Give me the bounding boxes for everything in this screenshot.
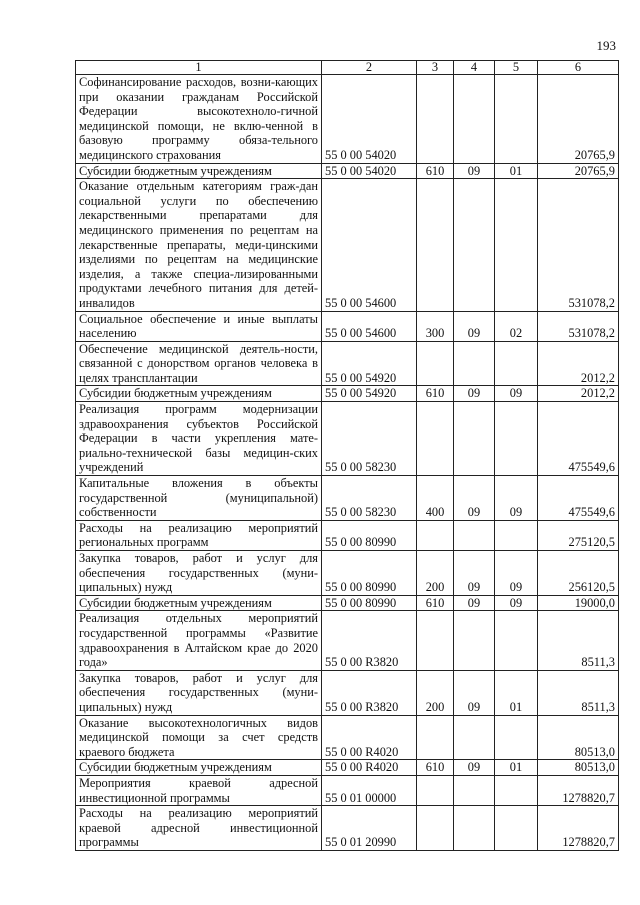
row-code: 55 0 00 80990	[322, 520, 417, 550]
table-row	[76, 520, 619, 550]
row-name: Закупка товаров, работ и услуг для обеспечения государственных (муни-ципальных) нужд	[76, 551, 322, 596]
row-code: 55 0 00 58230	[322, 476, 417, 521]
row-vr	[417, 402, 454, 476]
row-code: 55 0 00 54020	[322, 163, 417, 179]
row-pr	[495, 715, 538, 760]
row-pr: 01	[495, 670, 538, 715]
row-pr	[495, 775, 538, 805]
row-amount: 2012,2	[538, 386, 619, 402]
row-vr	[417, 775, 454, 805]
row-rz	[454, 75, 495, 164]
row-rz	[454, 520, 495, 550]
row-name: Оказание отдельным категориям граж-дан социальной услуги по обеспечению лекарственными препаратами для медицинского применения по рецептам на лекарственные препараты, меди-цинскими изделиями по рецептам на медицинские изделия, а также специа-лизированными продуктами лечебного питания для детей-инвалидов	[76, 179, 322, 311]
table-row	[76, 75, 619, 164]
row-code: 55 0 00 80990	[322, 551, 417, 596]
row-rz	[454, 341, 495, 386]
row-rz: 09	[454, 595, 495, 611]
row-vr	[417, 75, 454, 164]
row-rz: 09	[454, 476, 495, 521]
row-vr: 300	[417, 311, 454, 341]
row-amount: 19000,0	[538, 595, 619, 611]
row-code: 55 0 00 54920	[322, 386, 417, 402]
row-pr: 01	[495, 163, 538, 179]
header-col-6: 6	[538, 61, 619, 75]
row-pr	[495, 520, 538, 550]
row-rz	[454, 806, 495, 851]
row-pr	[495, 402, 538, 476]
row-rz: 09	[454, 311, 495, 341]
row-vr	[417, 341, 454, 386]
table-row	[76, 670, 619, 715]
row-name: Обеспечение медицинской деятель-ности, связанной с донорством органов человека в целях трансплантации	[76, 341, 322, 386]
budget-table	[75, 60, 619, 851]
row-pr: 09	[495, 551, 538, 596]
row-pr: 09	[495, 476, 538, 521]
row-name: Реализация отдельных мероприятий государственной программы «Развитие здравоохранения в Алтайском крае до 2020 года»	[76, 611, 322, 670]
row-name: Субсидии бюджетным учреждениям	[76, 163, 322, 179]
row-amount: 475549,6	[538, 402, 619, 476]
table-row	[76, 715, 619, 760]
row-name: Оказание высокотехнологичных видов медицинской помощи за счет средств краевого бюджета	[76, 715, 322, 760]
table-header	[76, 61, 619, 75]
row-rz: 09	[454, 163, 495, 179]
table-row	[76, 806, 619, 851]
row-code: 55 0 00 54020	[322, 75, 417, 164]
row-pr	[495, 806, 538, 851]
table-body	[76, 75, 619, 851]
row-amount: 531078,2	[538, 179, 619, 311]
row-vr: 610	[417, 595, 454, 611]
row-vr: 610	[417, 163, 454, 179]
row-amount: 531078,2	[538, 311, 619, 341]
row-pr: 02	[495, 311, 538, 341]
row-name: Субсидии бюджетным учреждениям	[76, 595, 322, 611]
row-amount: 8511,3	[538, 670, 619, 715]
row-rz	[454, 775, 495, 805]
row-amount: 80513,0	[538, 715, 619, 760]
table-row	[76, 611, 619, 670]
table-row	[76, 760, 619, 776]
row-name: Социальное обеспечение и иные выплаты населению	[76, 311, 322, 341]
row-vr: 610	[417, 386, 454, 402]
row-amount: 275120,5	[538, 520, 619, 550]
row-pr	[495, 341, 538, 386]
row-code: 55 0 00 R4020	[322, 715, 417, 760]
row-vr	[417, 179, 454, 311]
row-pr	[495, 179, 538, 311]
row-vr	[417, 806, 454, 851]
row-vr: 610	[417, 760, 454, 776]
table-row	[76, 775, 619, 805]
row-amount: 20765,9	[538, 163, 619, 179]
row-name: Субсидии бюджетным учреждениям	[76, 760, 322, 776]
header-col-4: 4	[454, 61, 495, 75]
row-code: 55 0 00 58230	[322, 402, 417, 476]
row-code: 55 0 00 80990	[322, 595, 417, 611]
row-code: 55 0 00 54600	[322, 179, 417, 311]
table-row	[76, 402, 619, 476]
row-code: 55 0 00 54600	[322, 311, 417, 341]
row-rz: 09	[454, 386, 495, 402]
header-row	[76, 61, 619, 75]
row-amount: 20765,9	[538, 75, 619, 164]
row-amount: 1278820,7	[538, 775, 619, 805]
row-name: Капитальные вложения в объекты государственной (муниципальной) собственности	[76, 476, 322, 521]
row-code: 55 0 00 54920	[322, 341, 417, 386]
header-col-5: 5	[495, 61, 538, 75]
table-row	[76, 595, 619, 611]
row-pr	[495, 611, 538, 670]
header-col-3: 3	[417, 61, 454, 75]
row-pr	[495, 75, 538, 164]
page-number: 193	[596, 38, 616, 53]
table-row	[76, 163, 619, 179]
row-code: 55 0 01 00000	[322, 775, 417, 805]
row-rz	[454, 179, 495, 311]
row-name: Реализация программ модернизации здравоохранения субъектов Российской Федерации в части укрепления мате-риально-технической базы медицин-ских учреждений	[76, 402, 322, 476]
row-rz	[454, 715, 495, 760]
table-row	[76, 551, 619, 596]
row-name: Расходы на реализацию мероприятий региональных программ	[76, 520, 322, 550]
row-pr: 09	[495, 386, 538, 402]
table-row	[76, 386, 619, 402]
row-code: 55 0 00 R4020	[322, 760, 417, 776]
row-amount: 8511,3	[538, 611, 619, 670]
row-rz: 09	[454, 670, 495, 715]
table-row	[76, 311, 619, 341]
header-col-2: 2	[322, 61, 417, 75]
row-name: Софинансирование расходов, возни-кающих при оказании гражданам Российской Федерации высокотехноло-гичной медицинской помощи, не вклю-ченной в базовую программу обяза-тельного медицинского страхования	[76, 75, 322, 164]
table-row	[76, 341, 619, 386]
row-vr	[417, 520, 454, 550]
row-amount: 1278820,7	[538, 806, 619, 851]
row-amount: 2012,2	[538, 341, 619, 386]
row-rz: 09	[454, 551, 495, 596]
row-rz: 09	[454, 760, 495, 776]
row-vr: 200	[417, 670, 454, 715]
table-row	[76, 476, 619, 521]
row-vr: 200	[417, 551, 454, 596]
row-name: Расходы на реализацию мероприятий краевой адресной инвестиционной программы	[76, 806, 322, 851]
row-name: Субсидии бюджетным учреждениям	[76, 386, 322, 402]
row-code: 55 0 00 R3820	[322, 611, 417, 670]
row-amount: 256120,5	[538, 551, 619, 596]
row-rz	[454, 611, 495, 670]
row-pr: 01	[495, 760, 538, 776]
row-code: 55 0 01 20990	[322, 806, 417, 851]
header-col-1: 1	[76, 61, 322, 75]
table-row	[76, 179, 619, 311]
row-name: Мероприятия краевой адресной инвестиционной программы	[76, 775, 322, 805]
row-vr: 400	[417, 476, 454, 521]
row-name: Закупка товаров, работ и услуг для обеспечения государственных (муни-ципальных) нужд	[76, 670, 322, 715]
row-rz	[454, 402, 495, 476]
row-pr: 09	[495, 595, 538, 611]
row-vr	[417, 611, 454, 670]
row-amount: 80513,0	[538, 760, 619, 776]
row-amount: 475549,6	[538, 476, 619, 521]
row-code: 55 0 00 R3820	[322, 670, 417, 715]
row-vr	[417, 715, 454, 760]
